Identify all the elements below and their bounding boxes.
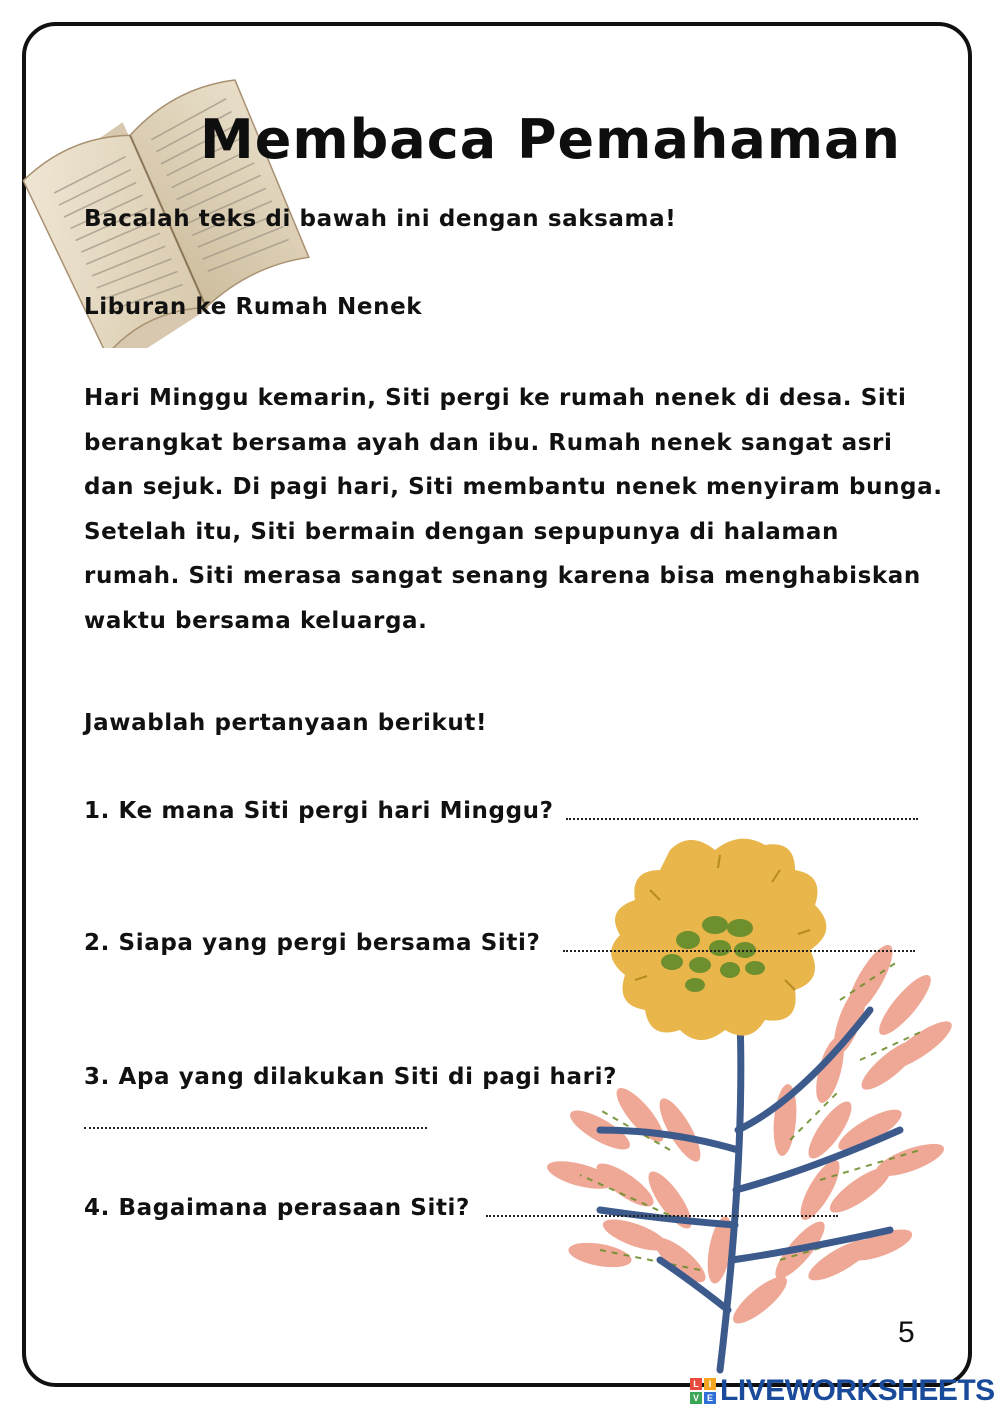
page-title: Membaca Pemahaman xyxy=(200,108,901,171)
liveworksheets-name: LIVEWORKSHEETS xyxy=(720,1374,995,1407)
question-4: 4. Bagaimana perasaan Siti? xyxy=(84,1195,470,1221)
logo-mark-l: L xyxy=(690,1378,702,1390)
flower-illustration xyxy=(540,830,960,1390)
question-1: 1. Ke mana Siti pergi hari Minggu? xyxy=(84,798,554,824)
story-title: Liburan ke Rumah Nenek xyxy=(84,294,423,320)
answer-3-input[interactable] xyxy=(84,1127,427,1129)
answer-4-input[interactable] xyxy=(486,1215,838,1217)
questions-heading: Jawablah pertanyaan berikut! xyxy=(84,710,488,736)
reading-passage xyxy=(84,376,954,643)
logo-mark-e: E xyxy=(704,1392,716,1404)
page-number: 5 xyxy=(898,1316,915,1349)
answer-2-input[interactable] xyxy=(563,950,915,952)
logo-mark-v: V xyxy=(690,1392,702,1404)
instruction: Bacalah teks di bawah ini dengan saksama! xyxy=(84,206,677,232)
answer-1-input[interactable] xyxy=(566,818,918,820)
passage-line: Hari Minggu kemarin, Siti pergi ke rumah nenek di desa. Siti xyxy=(84,385,907,411)
passage-line: rumah. Siti merasa sangat senang karena bisa menghabiskan xyxy=(84,563,921,589)
liveworksheets-logo-icon xyxy=(690,1378,716,1404)
passage-line: berangkat bersama ayah dan ibu. Rumah nenek sangat asri xyxy=(84,429,893,456)
passage-line: Setelah itu, Siti bermain dengan sepupunya di halaman xyxy=(84,518,840,545)
passage-line: waktu bersama keluarga. xyxy=(84,607,428,634)
question-2: 2. Siapa yang pergi bersama Siti? xyxy=(84,930,541,956)
passage-line: dan sejuk. Di pagi hari, Siti membantu nenek menyiram bunga. xyxy=(84,474,943,500)
question-3: 3. Apa yang dilakukan Siti di pagi hari? xyxy=(84,1064,618,1090)
logo-mark-i: I xyxy=(704,1378,716,1390)
liveworksheets-logo[interactable] xyxy=(690,1374,995,1408)
